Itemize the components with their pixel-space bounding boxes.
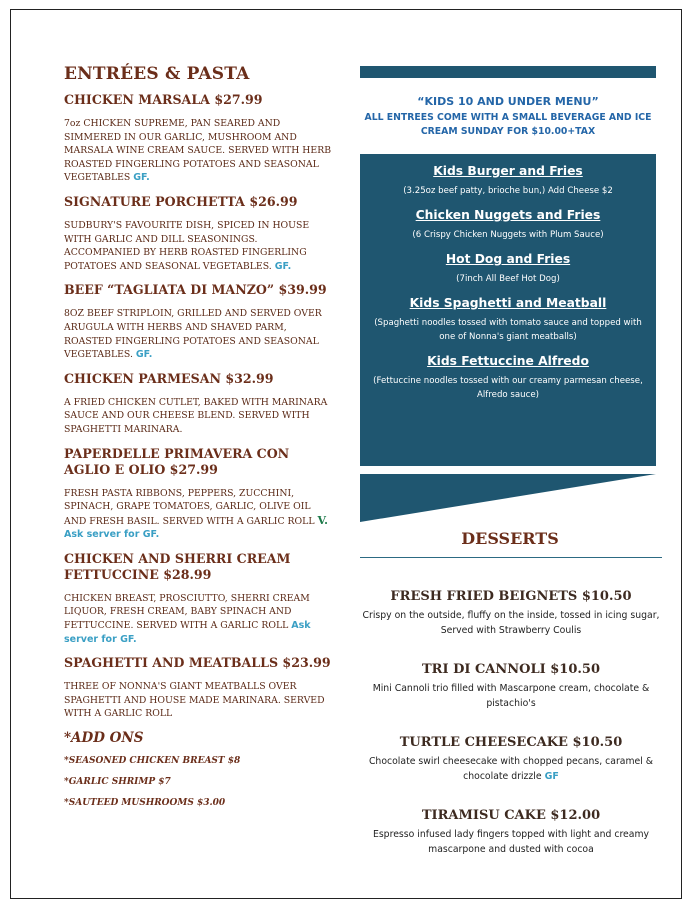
kids-item-name: Kids Fettuccine Alfredo — [427, 354, 589, 368]
gf-tag: GF. — [135, 349, 153, 361]
menu-item — [64, 446, 332, 542]
item-name: CHICKEN MARSALA $27.99 — [64, 92, 263, 107]
item-desc: 8OZ BEEF STRIPLOIN, GRILLED AND SERVED OVER ARUGULA WITH HERBS AND SHAVED PARM, ROASTED FINGERLING POTATOES AND SEASONAL VEGETABLES. GF. — [64, 308, 322, 361]
item-name: BEEF “TAGLIATA DI MANZO” $39.99 — [64, 282, 327, 298]
menu-item — [64, 655, 332, 721]
desserts-title: DESSERTS — [461, 529, 559, 548]
dessert-item — [356, 589, 666, 638]
item-name: SPAGHETTI AND MEATBALLS $23.99 — [64, 655, 331, 671]
dessert-desc: Mini Cannoli trio filled with Mascarpone cream, chocolate & pistachio's — [372, 683, 650, 709]
entrees-title: ENTRÉES & PASTA — [64, 64, 250, 84]
dessert-item — [356, 735, 666, 784]
item-desc: FRESH PASTA RIBBONS, PEPPERS, ZUCCHINI, SPINACH, GRAPE TOMATOES, GARLIC, OLIVE OIL AND FRESH BASIL. SERVED WITH A GARLIC ROLL V. Ask server for GF. — [64, 487, 328, 541]
kids-item-desc: (3.25oz beef patty, brioche bun,) Add Cheese $2 — [403, 186, 613, 196]
dessert-name: FRESH FRIED BEIGNETS $10.50 — [390, 589, 632, 604]
gf-tag: GF — [544, 771, 559, 782]
dessert-name: TURTLE CHEESECAKE $10.50 — [399, 735, 623, 750]
kids-item-name: Chicken Nuggets and Fries — [415, 208, 601, 222]
addon-item: *SEASONED CHICKEN BREAST $8 — [64, 756, 241, 767]
gf-tag: GF. — [133, 172, 150, 184]
item-desc: 7oz CHICKEN SUPREME, PAN SEARED AND SIMMERED IN OUR GARLIC, MUSHROOM AND MARSALA WINE CREAM SAUCE. SERVED WITH HERB ROASTED FINGERLING POTATOES AND SEASONAL VEGETABLES GF. — [64, 118, 332, 184]
dessert-item — [356, 808, 666, 857]
addons-title: *ADD ONS — [64, 730, 144, 747]
gf-tag: Ask server for GF. — [64, 620, 311, 645]
kids-menu-box — [360, 154, 656, 466]
dessert-desc: Espresso infused lady fingers topped with light and creamy mascarpone and dusted with cocoa — [372, 829, 650, 855]
kids-item-name: Kids Spaghetti and Meatball — [409, 296, 607, 310]
item-desc: A FRIED CHICKEN CUTLET, BAKED WITH MARINARA SAUCE AND OUR CHEESE BLEND. SERVED WITH SPAGHETTI MARINARA. — [64, 396, 328, 435]
gf-tag: GF. — [274, 260, 292, 272]
dessert-name: TRI DI CANNOLI $10.50 — [422, 662, 600, 677]
kids-menu-subtitle: ALL ENTREES COME WITH A SMALL BEVERAGE AND ICE CREAM SUNDAY FOR $10.00+TAX — [364, 112, 652, 137]
dessert-desc: Chocolate swirl cheesecake with chopped pecans, caramel & chocolate drizzle GF — [368, 756, 654, 782]
item-name: SIGNATURE PORCHETTA $26.99 — [64, 193, 298, 209]
addon-item: *GARLIC SHRIMP $7 — [64, 777, 171, 788]
item-name: PAPERDELLE PRIMAVERA CON AGLIO E OLIO $27.99 — [64, 445, 290, 477]
item-name: CHICKEN AND SHERRI CREAM FETTUCCINE $28.99 — [64, 550, 291, 582]
kids-item-name: Kids Burger and Fries — [433, 164, 583, 178]
dessert-desc: Crispy on the outside, fluffy on the inside, tossed in icing sugar, Served with Strawberry Coulis — [362, 610, 660, 636]
kids-item-desc: (7inch All Beef Hot Dog) — [456, 274, 560, 284]
kids-menu-header — [360, 95, 656, 139]
item-desc: THREE OF NONNA'S GIANT MEATBALLS OVER SPAGHETTI AND HOUSE MADE MARINARA. SERVED WITH A GARLIC ROLL — [64, 681, 325, 720]
kids-item-desc: (6 Crispy Chicken Nuggets with Plum Sauce) — [412, 230, 604, 240]
vegetarian-tag: V. — [317, 513, 328, 527]
menu-item — [64, 92, 332, 185]
menu-item — [64, 551, 332, 646]
kids-item-name: Hot Dog and Fries — [445, 252, 571, 266]
menu-item — [64, 282, 332, 361]
item-desc: CHICKEN BREAST, PROSCIUTTO, SHERRI CREAM LIQUOR, FRESH CREAM, BABY SPINACH AND FETTUCCINE. SERVED WITH A GARLIC ROLL Ask server for GF. — [64, 592, 311, 645]
gf-tag: Ask server for GF. — [64, 529, 160, 541]
entrees-column — [64, 64, 332, 819]
desserts-divider — [360, 557, 662, 558]
menu-item — [64, 371, 332, 437]
item-name: CHICKEN PARMESAN $32.99 — [64, 370, 274, 386]
kids-item-desc: (Spaghetti noodles tossed with tomato sauce and topped with one of Nonna's giant meatballs) — [374, 318, 642, 342]
kids-item-desc: (Fettuccine noodles tossed with our creamy parmesan cheese, Alfredo sauce) — [373, 376, 643, 400]
dessert-name: TIRAMISU CAKE $12.00 — [421, 808, 601, 823]
menu-item — [64, 194, 332, 273]
dessert-item — [356, 662, 666, 711]
decorative-top-bar — [360, 66, 656, 78]
item-desc: SUDBURY'S FAVOURITE DISH, SPICED IN HOUSE WITH GARLIC AND DILL SEASONINGS. ACCOMPANIED BY HERB ROASTED FINGERLING POTATOES AND SEASONAL VEGETABLES. GF. — [64, 219, 310, 272]
decorative-triangle — [360, 474, 660, 524]
addon-item: *SAUTEED MUSHROOMS $3.00 — [64, 798, 226, 809]
kids-menu-title: “KIDS 10 AND UNDER MENU” — [417, 95, 599, 108]
